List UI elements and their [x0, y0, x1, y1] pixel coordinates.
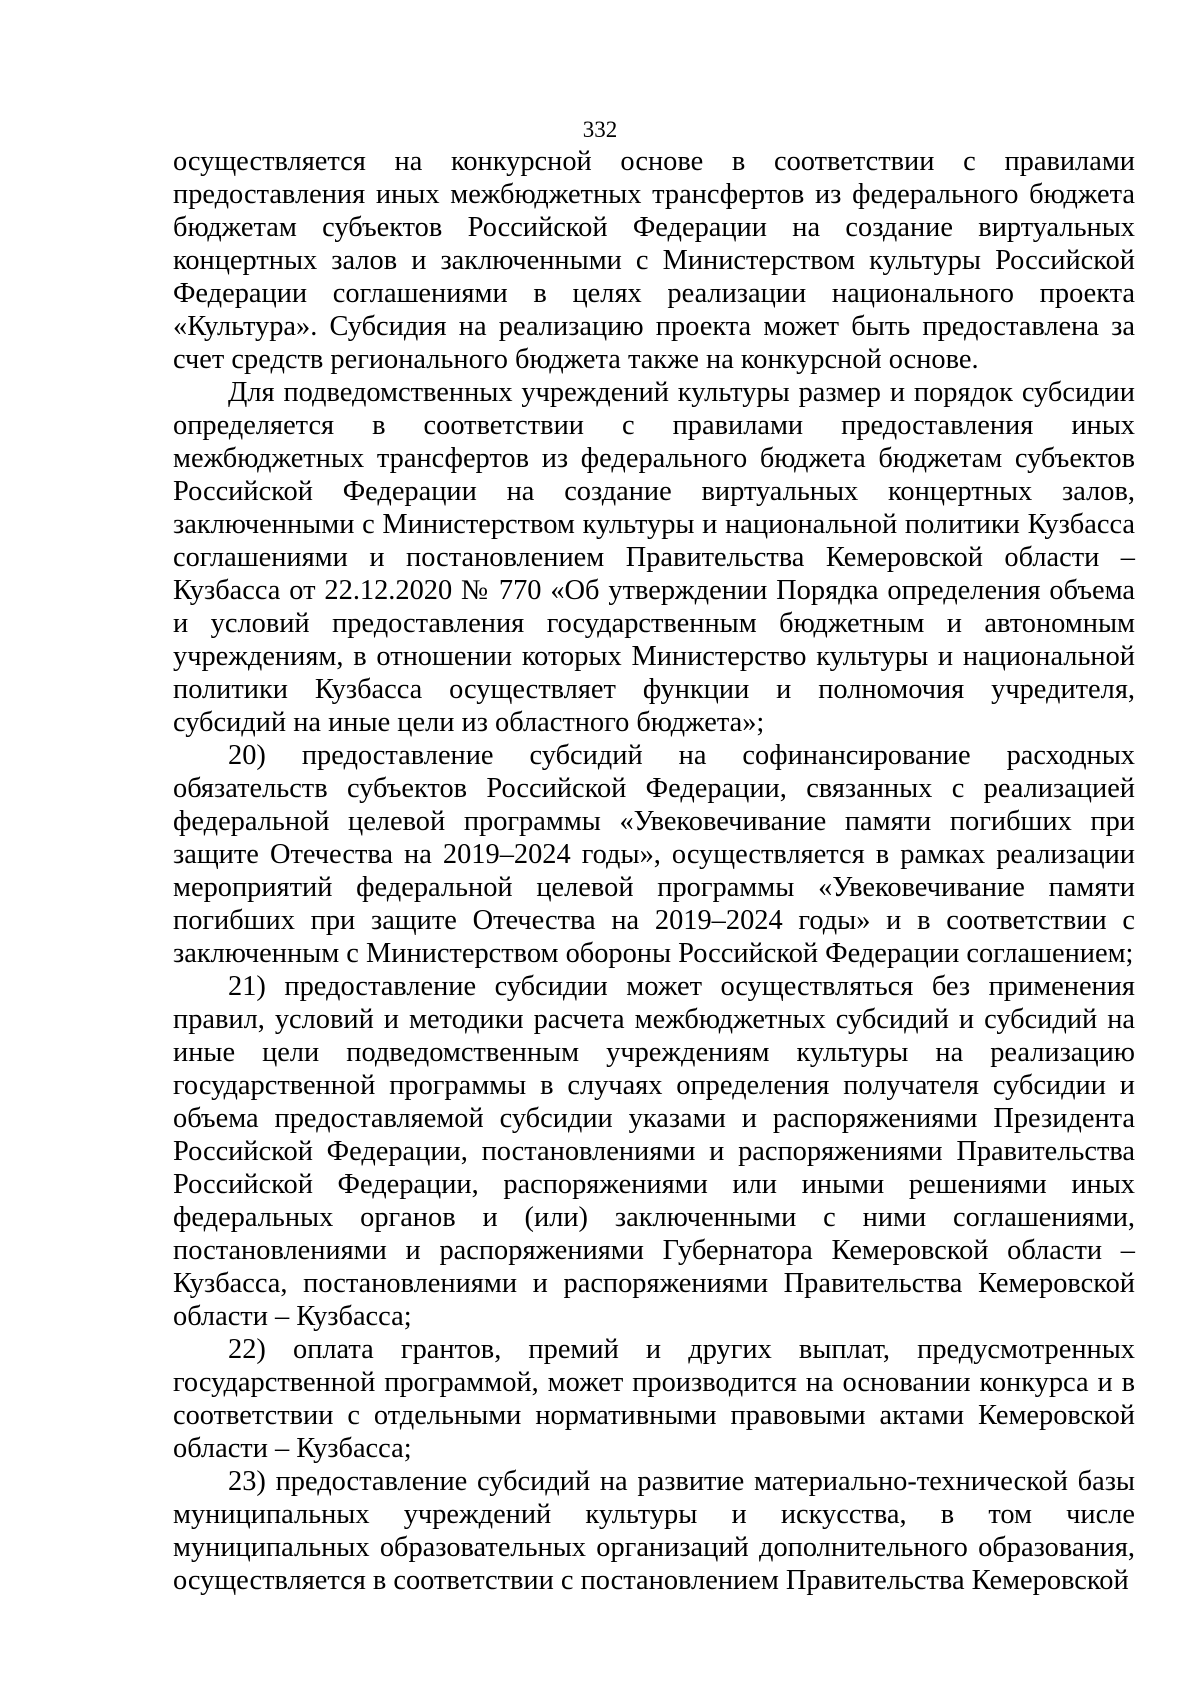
- document-body: [173, 145, 1135, 1597]
- paragraph-item-21: 21) предоставление субсидии может осуществляться без применения правил, условий и методики расчета межбюджетных субсидий и субсидий на иные цели подведомственным учреждениям культуры на реализацию государственной программы в случаях определения получателя субсидии и объема предоставляемой субсидии указами и распоряжениями Президента Российской Федерации, постановлениями и распоряжениями Правительства Российской Федерации, распоряжениями или иными решениями иных федеральных органов и (или) заключенными с ними соглашениями, постановлениями и распоряжениями Губернатора Кемеровской области – Кузбасса, постановлениями и распоряжениями Правительства Кемеровской области – Кузбасса;: [173, 971, 1135, 1332]
- paragraph-item-23: 23) предоставление субсидий на развитие материально-технической базы муниципальных учреждений культуры и искусства, в том числе муниципальных образовательных организаций дополнительного образования, осуществляется в соответствии с постановлением Правительства Кемеровской: [173, 1466, 1135, 1596]
- paragraph-subsidy-order: Для подведомственных учреждений культуры размер и порядок субсидии определяется в соответствии с правилами предоставления иных межбюджетных трансфертов из федерального бюджета бюджетам субъектов Российской Федерации на создание виртуальных концертных залов, заключенными с Министерством культуры и национальной политики Кузбасса соглашениями и постановлением Правительства Кемеровской области – Кузбасса от 22.12.2020 № 770 «Об утверждении Порядка определения объема и условий предоставления государственным бюджетным и автономным учреждениям, в отношении которых Министерство культуры и национальной политики Кузбасса осуществляет функции и полномочия учредителя, субсидий на иные цели из областного бюджета»;: [173, 377, 1135, 738]
- paragraph-item-20: 20) предоставление субсидий на софинансирование расходных обязательств субъектов Российской Федерации, связанных с реализацией федеральной целевой программы «Увековечивание памяти погибших при защите Отечества на 2019–2024 годы», осуществляется в рамках реализации мероприятий федеральной целевой программы «Увековечивание памяти погибших при защите Отечества на 2019–2024 годы» и в соответствии с заключенным с Министерством обороны Российской Федерации соглашением;: [173, 740, 1135, 969]
- page-number: 332: [582, 117, 618, 142]
- paragraph-item-22: 22) оплата грантов, премий и других выплат, предусмотренных государственной программой, может производится на основании конкурса и в соответствии с отдельными нормативными правовыми актами Кемеровской области – Кузбасса;: [173, 1334, 1135, 1464]
- paragraph-continuation: осуществляется на конкурсной основе в соответствии с правилами предоставления иных межбюджетных трансфертов из федерального бюджета бюджетам субъектов Российской Федерации на создание виртуальных концертных залов и заключенными с Министерством культуры Российской Федерации соглашениями в целях реализации национального проекта «Культура». Субсидия на реализацию проекта может быть предоставлена за счет средств регионального бюджета также на конкурсной основе.: [173, 146, 1135, 375]
